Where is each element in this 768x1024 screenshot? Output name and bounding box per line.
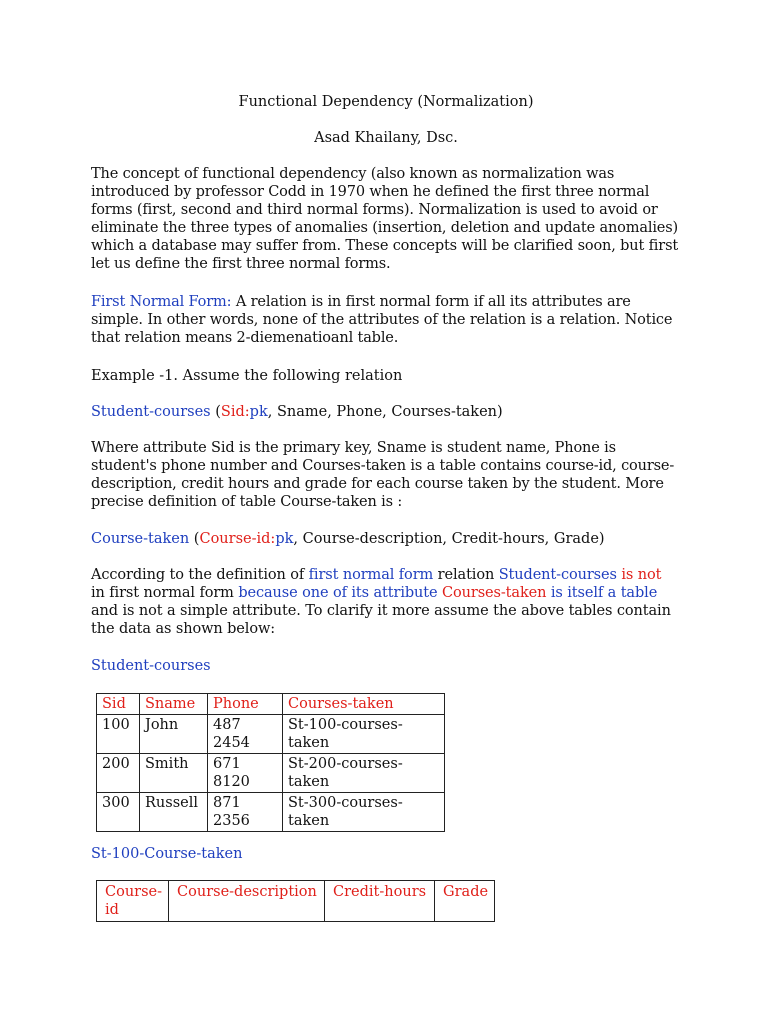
relation-name: Course-taken (91, 531, 190, 547)
text-run-first-normal-form: first normal form (308, 567, 434, 583)
student-courses-relation (91, 403, 681, 421)
header-cell: Course-description (169, 881, 325, 922)
text-run-student-courses: Student-courses (498, 567, 617, 583)
document-title: Functional Dependency (Normalization) (238, 94, 534, 110)
header-cell: Course-id (97, 881, 169, 922)
st-100-course-taken-table (96, 880, 495, 922)
document-author: Asad Khailany, Dsc. (314, 130, 458, 146)
st-100-course-taken-caption: St-100-Course-taken (91, 846, 243, 862)
relation-open-paren: ( (210, 404, 221, 420)
table-header-row (97, 881, 495, 922)
text-run-itself-a-table: is itself a table (546, 585, 658, 601)
header-cell: Grade (435, 881, 495, 922)
table-row (97, 793, 445, 832)
table-cell: St-100-courses-taken (283, 715, 445, 754)
text-run: in first normal form (91, 585, 239, 601)
table-cell: St-300-courses-taken (283, 793, 445, 832)
relation-open-paren: ( (189, 531, 200, 547)
example-paragraph: Example -1. Assume the following relation (91, 368, 403, 384)
table-cell: 671 8120 (208, 754, 283, 793)
first-normal-form-text: A relation is in first normal form if all its attributes are simple. In other words, none of the attributes of the relation is a relation. Notice that relation means 2-diemenatioanl table. (91, 294, 673, 346)
intro-paragraph: The concept of functional dependency (also known as normalization was introduced by professor Codd in 1970 when he defined the first three normal forms (first, second and third normal forms). Normalization is used to avoid or eliminate the three types of anomalies (insertion, deletion and update anomalies) which a database may suffer from. These concepts will be clarified soon, but first let us define the first three normal forms. (91, 166, 679, 272)
relation-pk: pk (249, 404, 268, 420)
relation-pk: pk (275, 531, 294, 547)
header-cell: Credit-hours (325, 881, 435, 922)
table-cell: Smith (140, 754, 208, 793)
text-run: According to the definition of (91, 567, 309, 583)
table-cell: John (140, 715, 208, 754)
header-cell: Phone (208, 694, 283, 715)
header-cell: Courses-taken (283, 694, 445, 715)
attribute-description-paragraph: Where attribute Sid is the primary key, Sname is student name, Phone is student's phone number and Courses-taken is a table contains course-id, course-description, credit hours and grade for each course taken by the student. More precise definition of table Course-taken is : (91, 440, 675, 510)
relation-key: Course-id: (199, 531, 276, 547)
text-run-is-not: is not (616, 567, 662, 583)
text-run-because: because one of its attribute (238, 585, 443, 601)
table-cell: 100 (97, 715, 140, 754)
table-cell: 871 2356 (208, 793, 283, 832)
header-cell: Sname (140, 694, 208, 715)
header-cell: Sid (97, 694, 140, 715)
table-row (97, 754, 445, 793)
table-cell: Russell (140, 793, 208, 832)
text-run: relation (433, 567, 499, 583)
student-courses-table (96, 693, 445, 832)
first-normal-form-paragraph (91, 293, 681, 347)
student-courses-caption: Student-courses (91, 658, 211, 674)
text-run-courses-taken: Courses-taken (442, 585, 547, 601)
table-cell: 487 2454 (208, 715, 283, 754)
table-cell: 300 (97, 793, 140, 832)
relation-attributes: , Course-description, Credit-hours, Grade) (293, 531, 605, 547)
definition-paragraph (91, 566, 681, 638)
text-run: and is not a simple attribute. To clarify it more assume the above tables contain the data as shown below: (91, 603, 671, 637)
relation-key: Sid: (220, 404, 250, 420)
table-row (97, 715, 445, 754)
relation-name: Student-courses (91, 404, 211, 420)
relation-attributes: , Sname, Phone, Courses-taken) (267, 404, 503, 420)
table-header-row (97, 694, 445, 715)
course-taken-relation (91, 530, 681, 548)
table-cell: St-200-courses-taken (283, 754, 445, 793)
first-normal-form-label: First Normal Form: (91, 294, 232, 310)
table-cell: 200 (97, 754, 140, 793)
